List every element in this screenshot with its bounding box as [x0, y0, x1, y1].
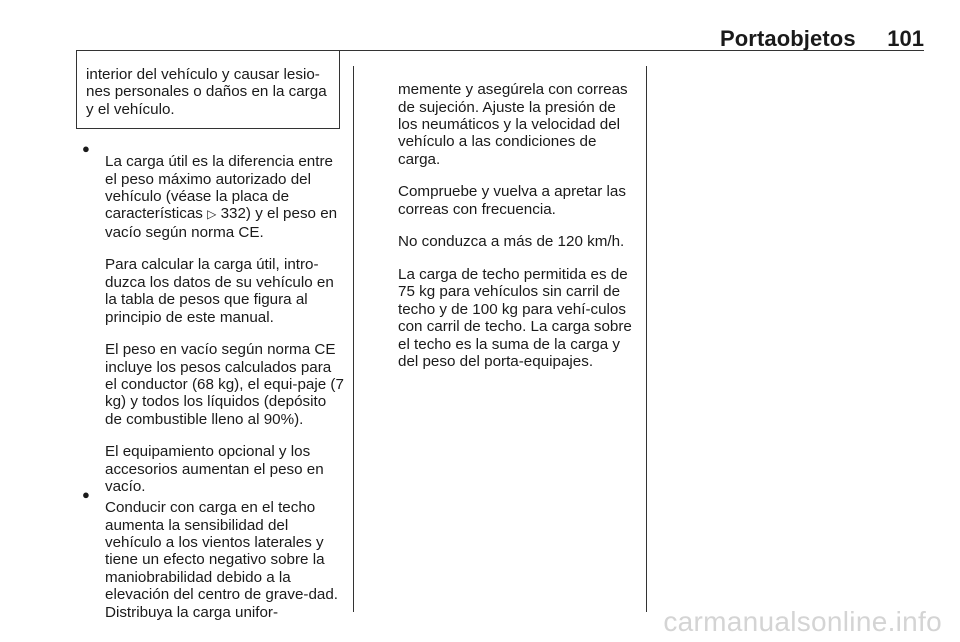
bullet-marker: ●	[82, 141, 90, 156]
list-item	[105, 138, 345, 511]
paragraph: La carga de techo permitida es de 75 kg para vehículos sin carril de techo y de 100 kg para vehí-culos con carril de techo. La carga sobre el techo es la suma de la carga y del peso del porta-equipajes.	[398, 266, 632, 371]
text-column-right	[398, 66, 638, 386]
column-divider	[646, 66, 647, 612]
paragraph: Compruebe y vuelva a apretar las correas con frecuencia.	[398, 183, 626, 218]
column-divider	[353, 66, 354, 612]
paragraph: No conduzca a más de 120 km/h.	[398, 233, 625, 251]
paragraph: memente y asegúrela con correas de sujeción. Ajuste la presión de los neumáticos y la velocidad del vehículo a las condiciones de carga.	[398, 81, 628, 168]
paragraph: El equipamiento opcional y los accesorios aumentan el peso en vacío.	[105, 443, 324, 496]
paragraph-text: La carga útil es la diferencia entre el peso máximo autorizado del vehículo (véase la placa de características	[105, 153, 333, 223]
paragraph: El peso en vacío según norma CE incluye los pesos calculados para el conductor (68 kg), el equi-paje (7 kg) y todos los líquidos (depósito de combustible lleno al 90%).	[105, 341, 344, 428]
paragraph: Conducir con carga en el techo aumenta la sensibilidad del vehículo a los vientos laterales y tiene un efecto negativo sobre la maniobrabilidad debido a la elevación del centro de grave-dad. Distribuya la carga unifor-	[105, 499, 339, 621]
watermark: carmanualsonline.info	[663, 606, 942, 637]
list-item	[105, 484, 345, 636]
page-number: 101	[887, 26, 924, 51]
paragraph: Para calcular la carga útil, intro-duzca los datos de su vehículo en la tabla de pesos que figura al principio de este manual.	[105, 256, 334, 326]
arrow-right-icon[interactable]: ▷	[207, 207, 217, 222]
paragraph-text: 332) y el peso en vacío según norma CE.	[105, 205, 338, 241]
bullet-marker: ●	[82, 487, 90, 502]
warning-text: interior del vehículo y causar lesio-nes personales o daños en la carga y el vehículo.	[86, 66, 327, 118]
paragraph	[105, 153, 345, 241]
section-title: Portaobjetos	[720, 26, 856, 51]
